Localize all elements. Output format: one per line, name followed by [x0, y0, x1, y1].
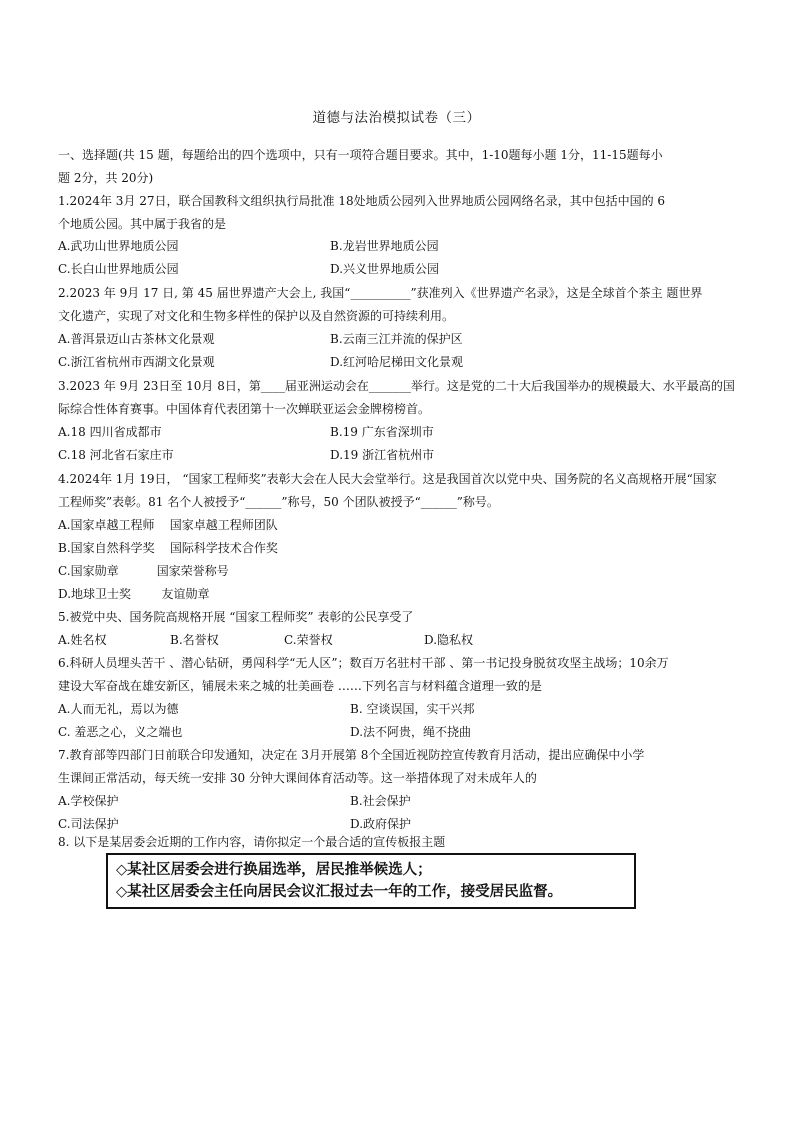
q3-stem-line2: 际综合性体育赛事。中国体育代表团第十一次蝉联亚运会金牌榜榜首。 — [58, 402, 431, 416]
q5-options-row — [58, 632, 758, 648]
q2-stem-line1: 2.2023 年 9月 17 日, 第 45 届世界遗产大会上, 我国“__________”获准列入《世界遗产名录》，这是全球首个茶主 题世界 — [58, 286, 703, 300]
q8-material-box — [106, 853, 636, 909]
q1-option-c[interactable]: C.长白山世界地质公园 — [58, 262, 179, 276]
q2-stem-line2: 文化遗产，实现了对文化和生物多样性的保护以及自然资源的可持续利用。 — [58, 309, 455, 323]
q4-option-d[interactable]: D.地球卫士奖 友谊勋章 — [58, 587, 210, 601]
q4-stem-line1: 4.2024年 1月 19日， “国家工程师奖”表彰大会在人民大会堂举行。这是我国首次以党中央、国务院的名义高规格开展“国家 — [58, 472, 717, 486]
q7-option-c[interactable]: C.司法保护 — [58, 817, 119, 831]
q7-options-row2 — [58, 816, 758, 832]
q5-option-d[interactable]: D.隐私权 — [424, 633, 474, 647]
q8-stem-line1: 8. 以下是某居委会近期的工作内容，请你拟定一个最合适的宣传板报主题 — [58, 835, 446, 849]
q6-options-row1 — [58, 701, 758, 717]
q8-material-line2: ◇某社区居委会主任向居民会议汇报过去一年的工作，接受居民监督。 — [116, 883, 563, 900]
q2-option-c[interactable]: C.浙江省杭州市西湖文化景观 — [58, 355, 215, 369]
q1-option-b[interactable]: B.龙岩世界地质公园 — [330, 239, 439, 253]
q6-option-c[interactable]: C. 羞恶之心，义之端也 — [58, 725, 183, 739]
q8-material-line1: ◇某社区居委会进行换届选举，居民推举候选人； — [116, 861, 432, 878]
q4-stem-line2: 工程师奖”表彰。81 名个人被授予“______”称号，50 个团队被授予“______”称号。 — [58, 495, 499, 509]
q7-options-row1 — [58, 793, 758, 809]
q3-option-b[interactable]: B.19 广东省深圳市 — [330, 425, 434, 439]
q5-option-b[interactable]: B.名誉权 — [170, 633, 219, 647]
q7-stem-line1: 7.教育部等四部门日前联合印发通知，决定在 3月开展第 8个全国近视防控宣传教育月活动，提出应确保中小学 — [58, 748, 645, 762]
q2-option-b[interactable]: B.云南三江并流的保护区 — [330, 332, 463, 346]
q1-option-a[interactable]: A.武功山世界地质公园 — [58, 239, 179, 253]
q3-option-d[interactable]: D.19 浙江省杭州市 — [330, 448, 435, 462]
q6-stem-line1: 6.科研人员埋头苦干 、潜心钻研，勇闯科学“无人区”；数百万名驻村干部 、第一书记投身脱贫攻坚主战场；10余万 — [58, 656, 669, 670]
q7-option-b[interactable]: B.社会保护 — [350, 794, 411, 808]
q3-stem-line1: 3.2023 年 9月 23日至 10月 8日，第____届亚洲运动会在_______举行。这是党的二十大后我国举办的规模最大、水平最高的国 — [58, 379, 735, 393]
q3-option-a[interactable]: A.18 四川省成都市 — [58, 425, 162, 439]
q6-option-d[interactable]: D.法不阿贵，绳不挠曲 — [350, 725, 472, 739]
q2-options-row1 — [58, 331, 758, 347]
q4-option-b[interactable]: B.国家自然科学奖 国际科学技术合作奖 — [58, 541, 278, 555]
q5-stem-line1: 5.被党中央、国务院高规格开展 “国家工程师奖” 表彰的公民享受了 — [58, 610, 414, 624]
q3-options-row1 — [58, 424, 758, 440]
q3-options-row2 — [58, 447, 758, 463]
q1-option-d[interactable]: D.兴义世界地质公园 — [330, 262, 440, 276]
q1-options-row1 — [58, 238, 758, 254]
q7-option-d[interactable]: D.政府保护 — [350, 817, 412, 831]
page-title: 道德与法治模拟试卷（三） — [312, 110, 481, 126]
q2-option-d[interactable]: D.红河哈尼梯田文化景观 — [330, 355, 464, 369]
q5-option-c[interactable]: C.荣誉权 — [284, 633, 333, 647]
q6-stem-line2: 建设大军奋战在雄安新区，铺展未来之城的壮美画卷 ……下列名言与材料蕴含道理一致的是 — [58, 679, 542, 693]
q4-option-c[interactable]: C.国家勋章 国家荣誉称号 — [58, 564, 229, 578]
q2-options-row2 — [58, 354, 758, 370]
q6-option-b[interactable]: B. 空谈误国，实干兴邦 — [350, 702, 475, 716]
q1-stem-line2: 个地质公园。其中属于我省的是 — [58, 217, 227, 231]
section-instructions-line2: 题 2分，共 20分) — [58, 171, 154, 185]
q6-option-a[interactable]: A.人而无礼，焉以为德 — [58, 702, 179, 716]
q3-option-c[interactable]: C.18 河北省石家庄市 — [58, 448, 174, 462]
q5-option-a[interactable]: A.姓名权 — [58, 633, 107, 647]
q7-option-a[interactable]: A.学校保护 — [58, 794, 119, 808]
q1-stem-line1: 1.2024年 3月 27日，联合国教科文组织执行局批准 18处地质公园列入世界地质公园网络名录，其中包括中国的 6 — [58, 194, 666, 208]
q7-stem-line2: 生课间正常活动，每天统一安排 30 分钟大课间体育活动等。这一举措体现了对未成年人的 — [58, 771, 537, 785]
q4-option-a[interactable]: A.国家卓越工程师 国家卓越工程师团队 — [58, 518, 278, 532]
section-instructions-line1: 一、选择题(共 15 题，每题给出的四个选项中，只有一项符合题目要求。其中，1-10题每小题 1分，11-15题每小 — [58, 148, 663, 162]
q6-options-row2 — [58, 724, 758, 740]
q2-option-a[interactable]: A.普洱景迈山古茶林文化景观 — [58, 332, 215, 346]
q1-options-row2 — [58, 261, 758, 277]
